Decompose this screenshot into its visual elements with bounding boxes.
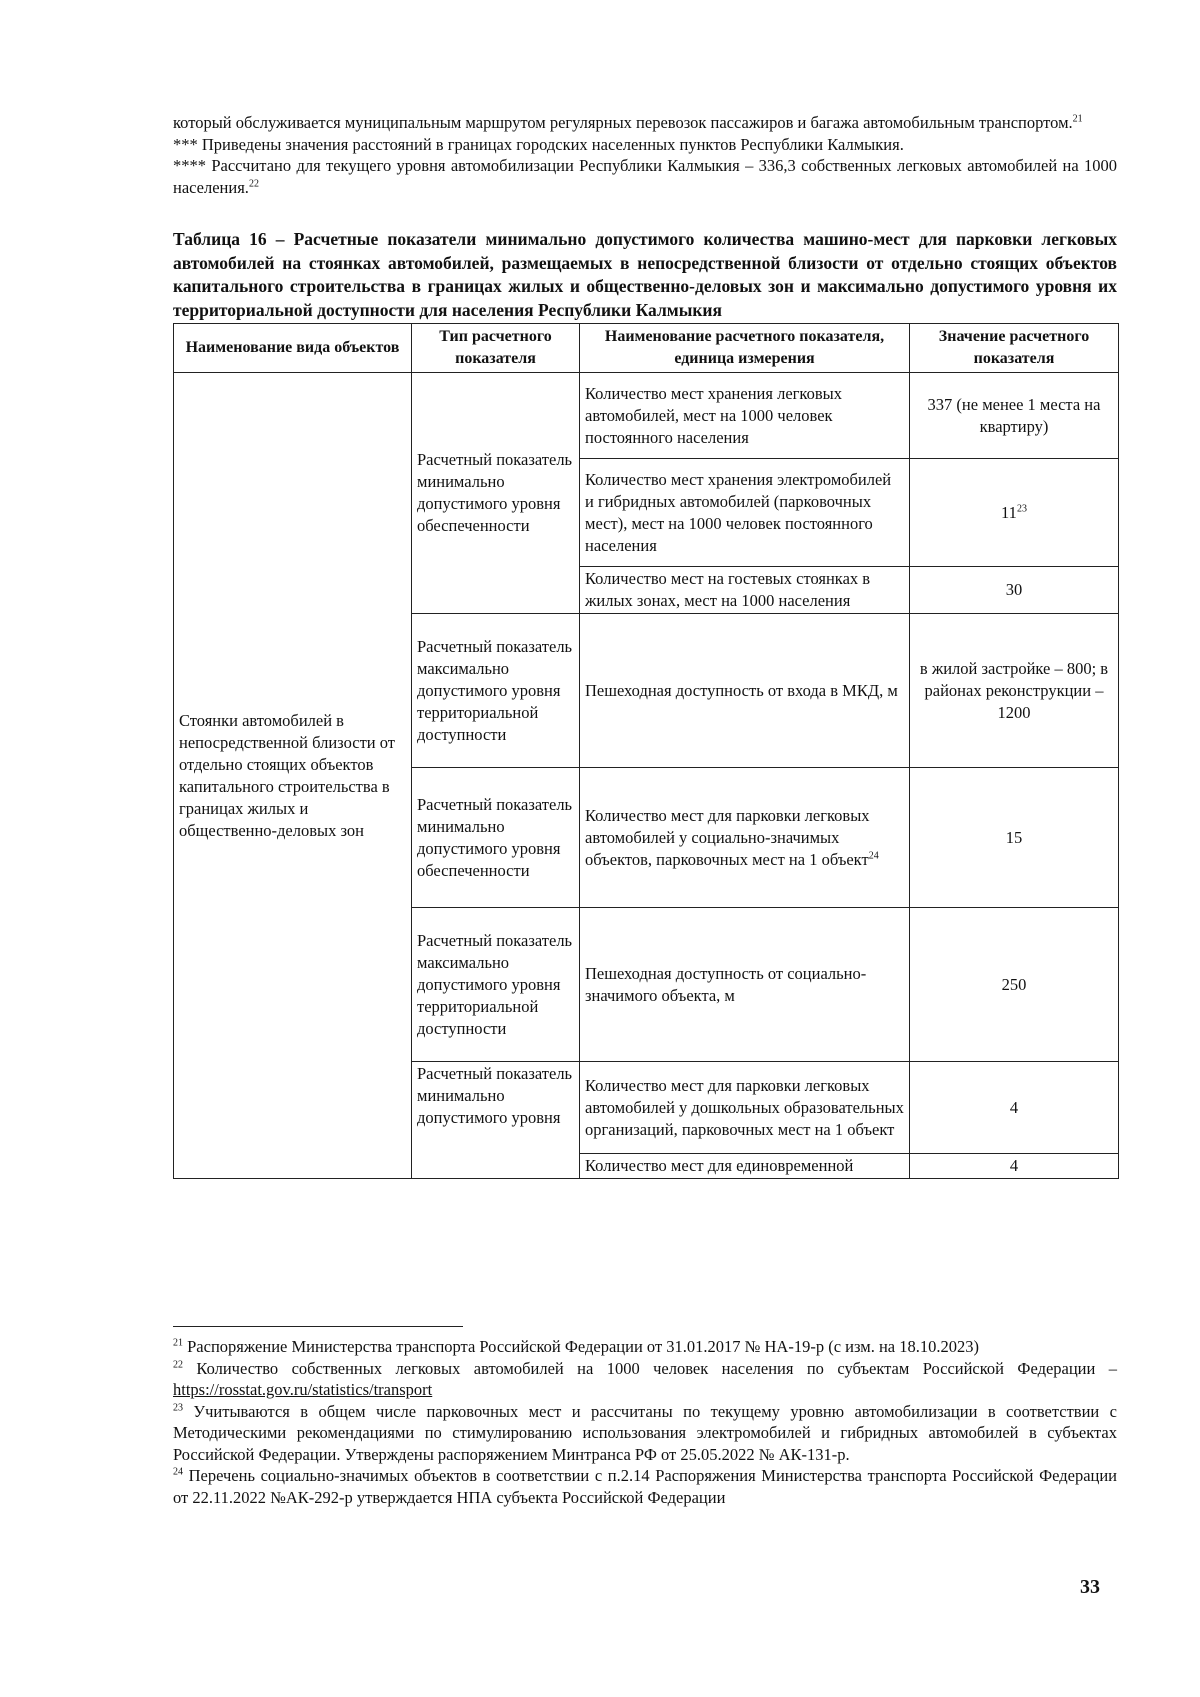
footnote-24: $^{24}$ Перечень социально-значимых объектов в соответствии с п.2.14 Распоряжения Министерства транспорта Российской Федерации от 22.11.2022 №АК-292-р утверждается НПА субъекта Российской Федерации <box>173 1466 1118 1507</box>
parking-table <box>173 323 1119 1179</box>
indicator-name: Количество мест хранения легковых автомобилей, мест на 1000 человек постоянного населения <box>580 373 910 459</box>
indicator-value: 30 <box>910 567 1119 614</box>
footnote-21: $^{21}$ Распоряжение Министерства транспорта Российской Федерации от 31.01.2017 № НА-19-р (с изм. на 18.10.2023) <box>173 1337 979 1356</box>
page-number: 33 <box>1080 1576 1100 1598</box>
table-caption: Таблица 16 – Расчетные показатели минимально допустимого количества машино-мест для парковки легковых автомобилей на стоянках автомобилей, размещаемых в непосредственной близости от отдельно стоящих объектов капитального строительства в границах жилых и общественно-деловых зон и максимально допустимого уровня их территориальной доступности для населения Республики Калмыкия <box>173 229 1117 320</box>
indicator-value: 15 <box>910 768 1119 908</box>
type-cell: Расчетный показатель максимально допустимого уровня территориальной доступности <box>412 908 580 1062</box>
type-cell: Расчетный показатель минимально допустимого уровня <box>412 1062 580 1179</box>
intro-line-1: который обслуживается муниципальным маршрутом регулярных перевозок пассажиров и багажа автомобильным транспортом.$^{21}$ <box>173 113 1083 132</box>
page-content <box>173 112 1117 1179</box>
object-name-cell: Стоянки автомобилей в непосредственной близости от отдельно стоящих объектов капитального строительства в границах жилых и общественно-деловых зон <box>174 373 412 1179</box>
indicator-value: 337 (не менее 1 места на квартиру) <box>910 373 1119 459</box>
indicator-value: 4 <box>910 1062 1119 1154</box>
indicator-value: в жилой застройке – 800; в районах реконструкции – 1200 <box>910 614 1119 768</box>
indicator-name: Количество мест для единовременной <box>580 1154 910 1179</box>
col-header-object: Наименование вида объектов <box>174 324 412 373</box>
type-cell: Расчетный показатель минимально допустимого уровня обеспеченности <box>412 373 580 614</box>
footnotes <box>173 1336 1117 1508</box>
intro-line-3: **** Рассчитано для текущего уровня автомобилизации Республики Калмыкия – 336,3 собственных легковых автомобилей на 1000 населения.$^{22}$ <box>173 156 1117 197</box>
indicator-name: Количество мест на гостевых стоянках в жилых зонах, мест на 1000 населения <box>580 567 910 614</box>
footnote-23: $^{23}$ Учитываются в общем числе парковочных мест и рассчитаны по текущему уровню автомобилизации в соответствии с Методическими рекомендациями по стимулированию использования электромобилей и гибридных автомобилей в субъектах Российской Федерации. Утверждены распоряжением Минтранса РФ от 25.05.2022 № АК-131-р. <box>173 1401 1117 1464</box>
footnote-ref-22[interactable]: 22 <box>248 178 259 189</box>
col-header-type: Тип расчетного показателя <box>412 324 580 373</box>
intro-line-2: *** Приведены значения расстояний в границах городских населенных пунктов Республики Калмыкия. <box>173 134 904 154</box>
indicator-name: Количество мест для парковки легковых автомобилей у дошкольных образовательных организаций, парковочных мест на 1 объект <box>580 1062 910 1154</box>
indicator-name: Количество мест для парковки легковых автомобилей у социально-значимых объектов, парковочных мест на 1 объект$^{24}$ <box>580 768 910 908</box>
table-row <box>174 373 1119 459</box>
type-cell: Расчетный показатель минимально допустимого уровня обеспеченности <box>412 768 580 908</box>
indicator-value: $11^{23}$ <box>910 459 1119 567</box>
intro-notes <box>173 112 1117 198</box>
footnote-ref-21[interactable]: 21 <box>1072 113 1083 125</box>
indicator-name: Количество мест хранения электромобилей и гибридных автомобилей (парковочных мест), мест на 1000 человек постоянного населения <box>580 459 910 567</box>
col-header-name: Наименование расчетного показателя, единица измерения <box>580 324 910 373</box>
indicator-value: 250 <box>910 908 1119 1062</box>
indicator-name: Пешеходная доступность от входа в МКД, м <box>580 614 910 768</box>
rosstat-link[interactable]: https://rosstat.gov.ru/statistics/transport <box>173 1380 433 1399</box>
footnote-ref-24[interactable]: 24 <box>868 850 879 861</box>
col-header-value: Значение расчетного показателя <box>910 324 1119 373</box>
indicator-value: 4 <box>910 1154 1119 1179</box>
indicator-name: Пешеходная доступность от социально-значимого объекта, м <box>580 908 910 1062</box>
type-cell: Расчетный показатель максимально допустимого уровня территориальной доступности <box>412 614 580 768</box>
table-header-row <box>174 324 1119 373</box>
footnote-ref-23[interactable]: 23 <box>1016 503 1027 514</box>
footnote-22: $^{22}$ Количество собственных легковых автомобилей на 1000 человек населения по субъектам Российской Федерации – https://rosstat.gov.ru/statistics/transport <box>173 1358 1117 1399</box>
footnote-separator <box>173 1326 463 1327</box>
